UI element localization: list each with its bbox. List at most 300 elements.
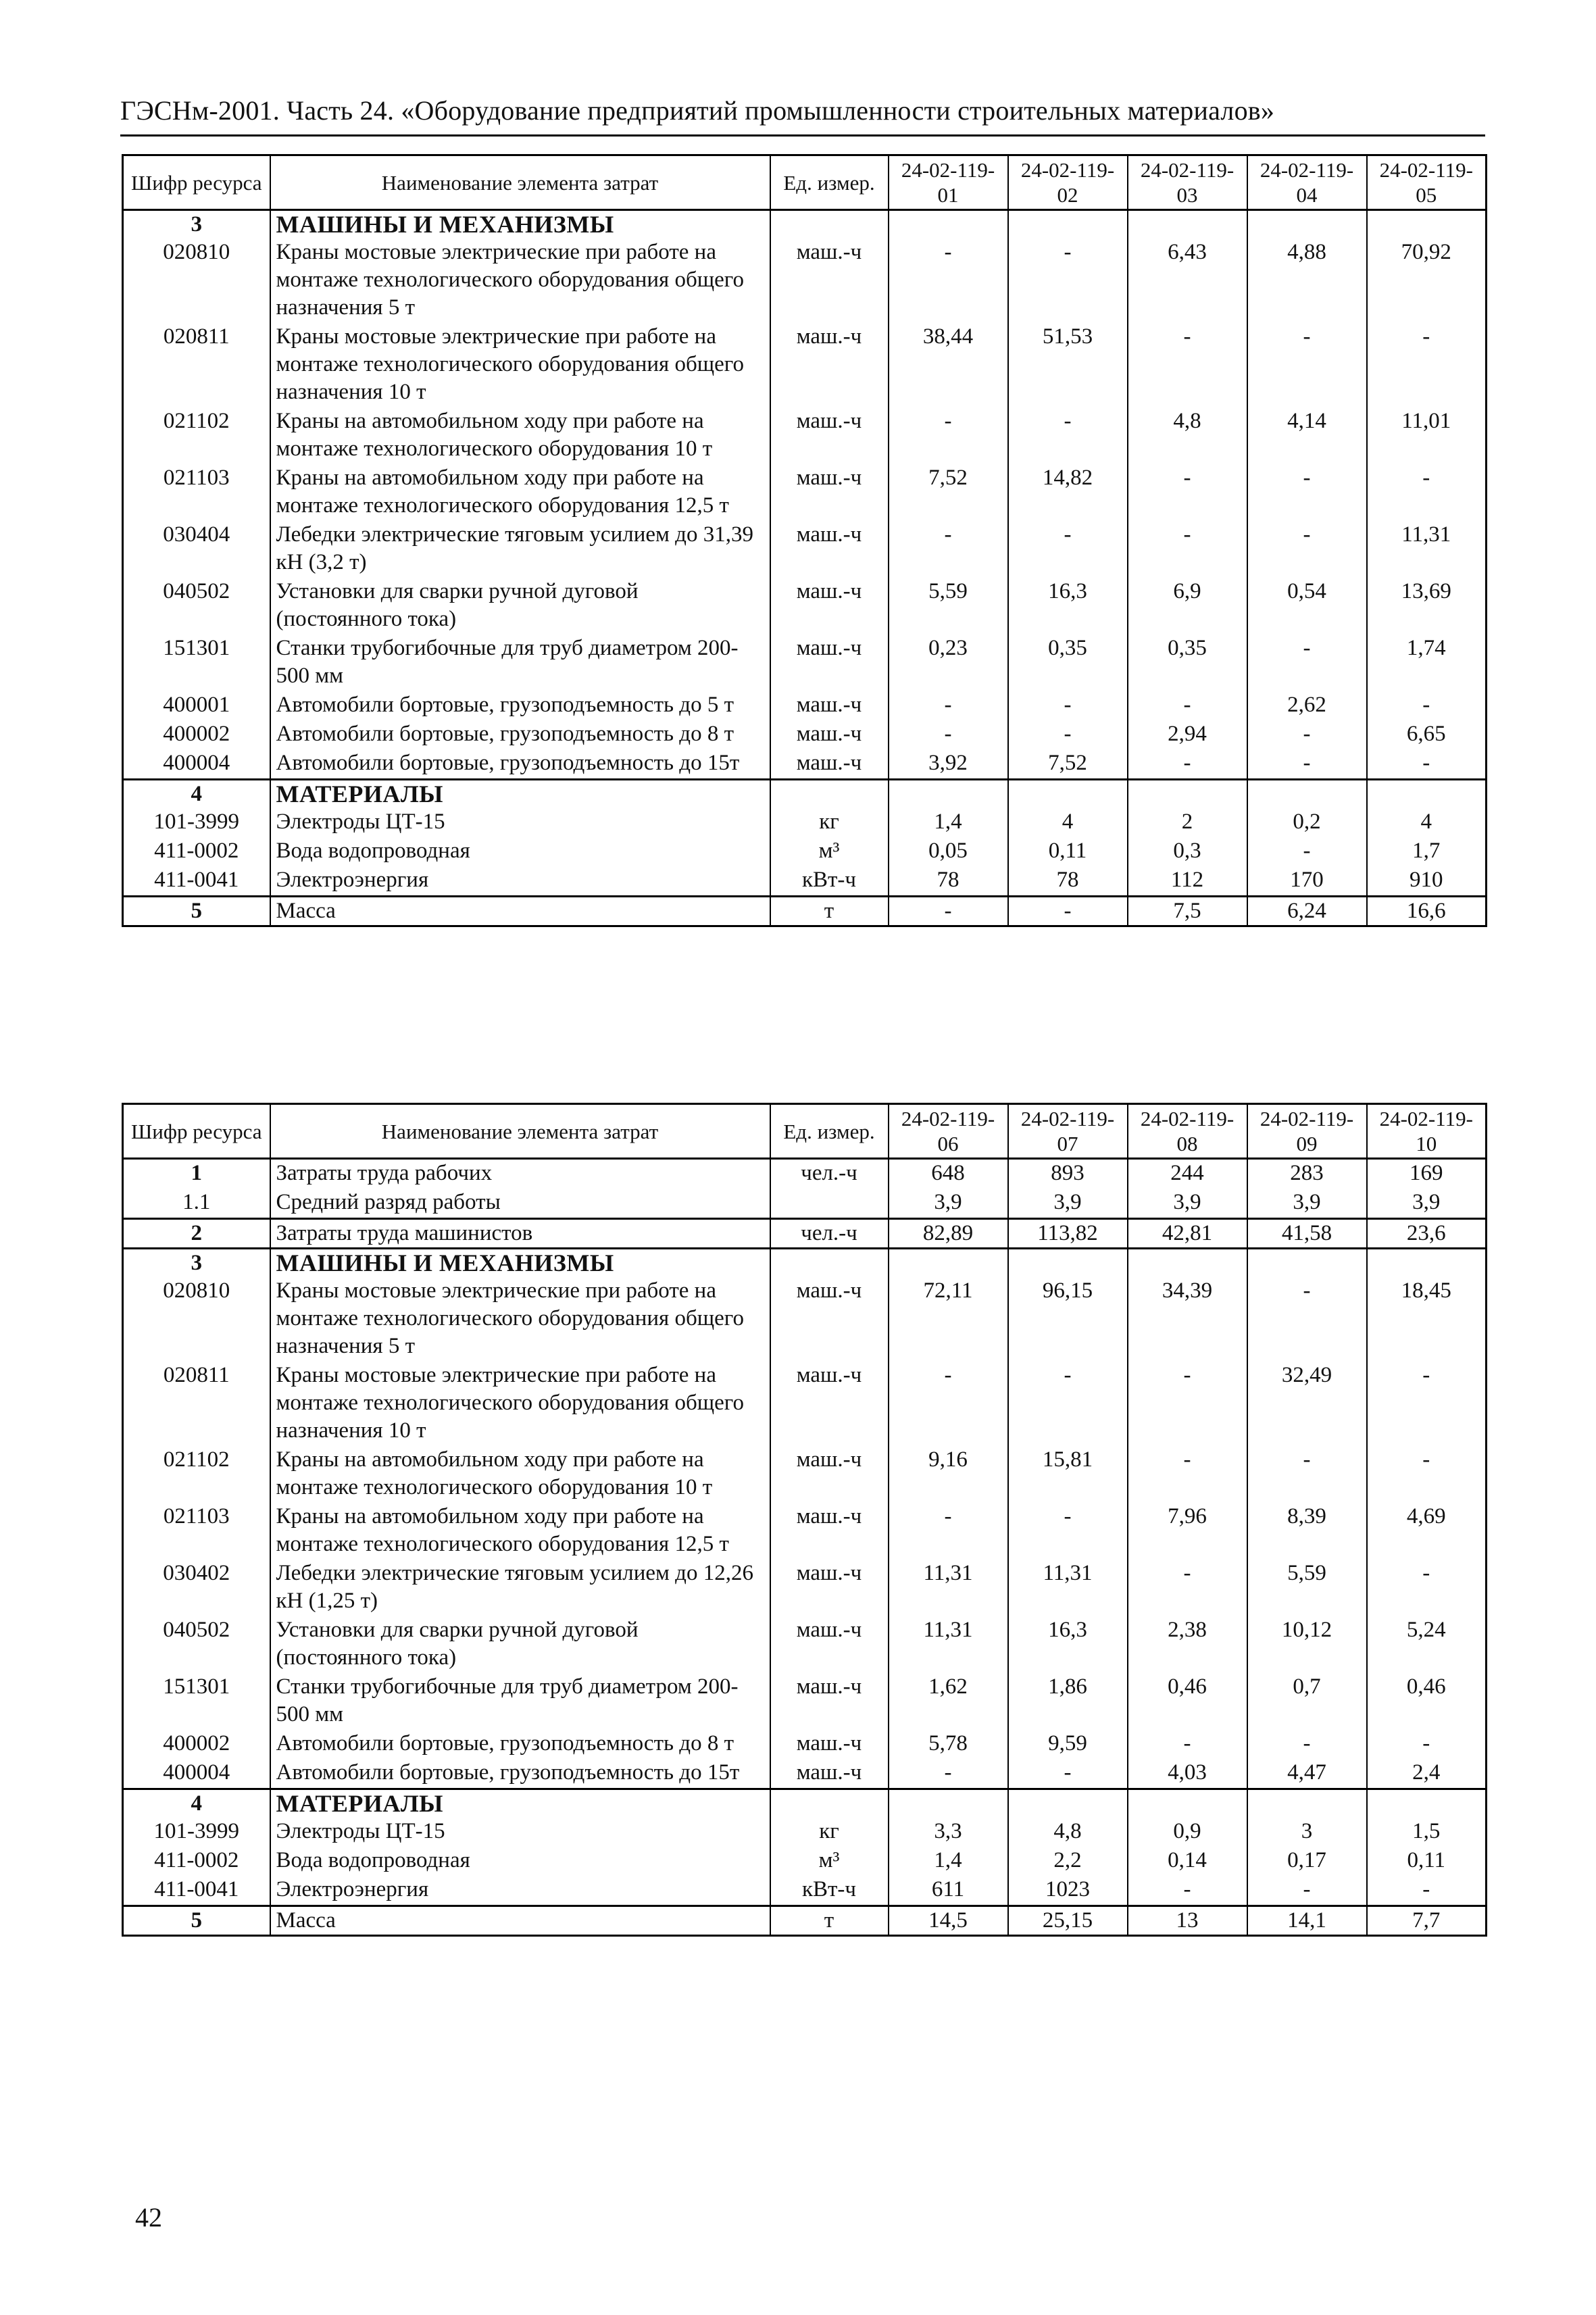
resource-code: 2: [123, 1219, 270, 1249]
resource-value: 3,9: [1008, 1189, 1128, 1219]
resource-code: 151301: [123, 634, 270, 691]
col-header-name: Наименование элемента затрат: [270, 1104, 770, 1159]
resource-row: [123, 464, 1487, 521]
resource-value: 51,53: [1008, 323, 1128, 407]
resource-name: Автомобили бортовые, грузоподъемность до 8 т: [270, 1730, 770, 1759]
resource-unit: маш.-ч: [770, 1277, 889, 1362]
col-header-norm: 24-02-119-02: [1008, 155, 1128, 210]
empty-cell: [1367, 210, 1487, 239]
resource-row: [123, 1847, 1487, 1876]
col-header-norm: 24-02-119-08: [1128, 1104, 1247, 1159]
resource-unit: маш.-ч: [770, 578, 889, 634]
resource-unit: маш.-ч: [770, 634, 889, 691]
resource-value: 7,5: [1128, 897, 1247, 926]
empty-cell: [1247, 780, 1367, 809]
resource-name: Затраты труда рабочих: [270, 1159, 770, 1189]
page-number: 42: [135, 2202, 162, 2233]
resource-name: Краны мостовые электрические при работе на монтаже технологического оборудования общего назначения 5 т: [270, 239, 770, 323]
resource-value: 0,17: [1247, 1847, 1367, 1876]
resource-value: 11,31: [1008, 1560, 1128, 1616]
resource-value: -: [1008, 407, 1128, 464]
resource-row: [123, 407, 1487, 464]
resource-value: -: [889, 407, 1008, 464]
section-row: [123, 210, 1487, 239]
resource-value: 6,9: [1128, 578, 1247, 634]
col-header-norm: 24-02-119-04: [1247, 155, 1367, 210]
resource-value: 13: [1128, 1906, 1247, 1936]
resource-row: [123, 749, 1487, 780]
table-body: [123, 1159, 1487, 1936]
resource-row: [123, 634, 1487, 691]
resource-row: [123, 1730, 1487, 1759]
resource-value: 23,6: [1367, 1219, 1487, 1249]
section-row: [123, 1249, 1487, 1278]
empty-cell: [889, 210, 1008, 239]
resource-value: 611: [889, 1876, 1008, 1906]
resource-value: 2,62: [1247, 691, 1367, 720]
resource-row: [123, 837, 1487, 866]
resource-value: 0,7: [1247, 1673, 1367, 1730]
resource-value: 3: [1247, 1818, 1367, 1847]
resource-code: 1: [123, 1159, 270, 1189]
resource-value: -: [1367, 464, 1487, 521]
resource-value: 82,89: [889, 1219, 1008, 1249]
resource-row: [123, 720, 1487, 749]
section-title: МАШИНЫ И МЕХАНИЗМЫ: [270, 210, 770, 239]
resource-name: Краны мостовые электрические при работе на монтаже технологического оборудования общего назначения 5 т: [270, 1277, 770, 1362]
empty-cell: [1128, 210, 1247, 239]
resource-value: 112: [1128, 866, 1247, 897]
resource-value: 42,81: [1128, 1219, 1247, 1249]
resource-unit: кг: [770, 808, 889, 837]
resource-code: 030404: [123, 521, 270, 578]
resource-name: Лебедки электрические тяговым усилием до 31,39 кН (3,2 т): [270, 521, 770, 578]
resource-code: 021103: [123, 1503, 270, 1560]
resource-value: 14,5: [889, 1906, 1008, 1936]
resource-value: -: [1367, 1560, 1487, 1616]
resource-value: 1,74: [1367, 634, 1487, 691]
resource-value: -: [889, 1362, 1008, 1446]
resource-name: Автомобили бортовые, грузоподъемность до 5 т: [270, 691, 770, 720]
resource-table-2: [122, 1103, 1487, 1937]
empty-cell: [1367, 780, 1487, 809]
empty-cell: [1247, 1249, 1367, 1278]
resource-unit: маш.-ч: [770, 1730, 889, 1759]
empty-cell: [1367, 1789, 1487, 1818]
resource-unit: маш.-ч: [770, 720, 889, 749]
resource-code: 400001: [123, 691, 270, 720]
resource-value: -: [1008, 720, 1128, 749]
resource-value: -: [1247, 464, 1367, 521]
empty-cell: [889, 1789, 1008, 1818]
resource-unit: маш.-ч: [770, 1673, 889, 1730]
resource-value: 170: [1247, 866, 1367, 897]
empty-cell: [1008, 780, 1128, 809]
resource-value: 2,4: [1367, 1759, 1487, 1789]
resource-row: [123, 239, 1487, 323]
resource-name: Вода водопроводная: [270, 837, 770, 866]
resource-code: 040502: [123, 578, 270, 634]
resource-value: 96,15: [1008, 1277, 1128, 1362]
resource-code: 400002: [123, 1730, 270, 1759]
col-header-name: Наименование элемента затрат: [270, 155, 770, 210]
empty-cell: [770, 780, 889, 809]
table-header-row: [123, 1104, 1487, 1159]
resource-code: 021102: [123, 407, 270, 464]
resource-value: -: [1128, 691, 1247, 720]
resource-value: 8,39: [1247, 1503, 1367, 1560]
resource-row: [123, 1560, 1487, 1616]
resource-value: 1,4: [889, 808, 1008, 837]
resource-value: 7,52: [889, 464, 1008, 521]
resource-unit: маш.-ч: [770, 521, 889, 578]
empty-cell: [1008, 1249, 1128, 1278]
resource-row: [123, 1759, 1487, 1789]
resource-value: 169: [1367, 1159, 1487, 1189]
resource-value: 7,7: [1367, 1906, 1487, 1936]
resource-name: Автомобили бортовые, грузоподъемность до 15т: [270, 749, 770, 780]
resource-value: -: [1128, 521, 1247, 578]
resource-code: 020810: [123, 1277, 270, 1362]
resource-value: -: [1128, 1362, 1247, 1446]
resource-value: 18,45: [1367, 1277, 1487, 1362]
resource-unit: маш.-ч: [770, 749, 889, 780]
resource-value: -: [889, 1503, 1008, 1560]
resource-code: 5: [123, 1906, 270, 1936]
resource-value: 10,12: [1247, 1616, 1367, 1673]
mass-row: [123, 1906, 1487, 1936]
resource-value: -: [1367, 749, 1487, 780]
resource-row: [123, 323, 1487, 407]
resource-value: 4,69: [1367, 1503, 1487, 1560]
resource-unit: кВт-ч: [770, 866, 889, 897]
resource-value: 7,52: [1008, 749, 1128, 780]
resource-code: 400004: [123, 1759, 270, 1789]
table-body: [123, 210, 1487, 926]
section-number: 3: [123, 210, 270, 239]
resource-value: -: [1128, 1446, 1247, 1503]
resource-value: 4,03: [1128, 1759, 1247, 1789]
empty-cell: [770, 210, 889, 239]
col-header-norm: 24-02-119-06: [889, 1104, 1008, 1159]
resource-code: 101-3999: [123, 1818, 270, 1847]
resource-value: 0,3: [1128, 837, 1247, 866]
section-number: 4: [123, 1789, 270, 1818]
resource-value: 4,8: [1008, 1818, 1128, 1847]
resource-row: [123, 1818, 1487, 1847]
resource-code: 040502: [123, 1616, 270, 1673]
resource-name: Средний разряд работы: [270, 1189, 770, 1219]
resource-value: -: [1008, 521, 1128, 578]
resource-name: Вода водопроводная: [270, 1847, 770, 1876]
resource-value: -: [889, 239, 1008, 323]
resource-unit: чел.-ч: [770, 1159, 889, 1189]
resource-value: -: [1367, 323, 1487, 407]
resource-value: 4: [1008, 808, 1128, 837]
resource-value: -: [1008, 691, 1128, 720]
resource-value: 0,35: [1128, 634, 1247, 691]
col-header-unit: Ед. измер.: [770, 1104, 889, 1159]
resource-value: 0,14: [1128, 1847, 1247, 1876]
resource-value: -: [1247, 1277, 1367, 1362]
col-header-code: Шифр ресурса: [123, 155, 270, 210]
resource-row: [123, 1362, 1487, 1446]
resource-value: -: [1247, 720, 1367, 749]
resource-unit: кВт-ч: [770, 1876, 889, 1906]
resource-code: 020811: [123, 323, 270, 407]
resource-row: [123, 866, 1487, 897]
resource-value: 5,24: [1367, 1616, 1487, 1673]
empty-cell: [1367, 1249, 1487, 1278]
col-header-norm: 24-02-119-09: [1247, 1104, 1367, 1159]
resource-code: 411-0002: [123, 1847, 270, 1876]
col-header-norm: 24-02-119-07: [1008, 1104, 1128, 1159]
resource-name: Масса: [270, 897, 770, 926]
resource-value: 6,24: [1247, 897, 1367, 926]
resource-code: 5: [123, 897, 270, 926]
empty-cell: [889, 1249, 1008, 1278]
resource-value: 4,14: [1247, 407, 1367, 464]
resource-value: 41,58: [1247, 1219, 1367, 1249]
resource-value: -: [1367, 1362, 1487, 1446]
resource-value: 13,69: [1367, 578, 1487, 634]
empty-cell: [1128, 1789, 1247, 1818]
resource-value: 3,92: [889, 749, 1008, 780]
section-number: 4: [123, 780, 270, 809]
resource-value: -: [1367, 691, 1487, 720]
resource-value: 244: [1128, 1159, 1247, 1189]
resource-unit: маш.-ч: [770, 1759, 889, 1789]
resource-value: -: [1128, 464, 1247, 521]
resource-name: Установки для сварки ручной дуговой (постоянного тока): [270, 578, 770, 634]
resource-value: -: [1247, 323, 1367, 407]
resource-unit: маш.-ч: [770, 323, 889, 407]
col-header-norm: 24-02-119-10: [1367, 1104, 1487, 1159]
resource-value: -: [1247, 1730, 1367, 1759]
resource-value: 0,05: [889, 837, 1008, 866]
resource-code: 151301: [123, 1673, 270, 1730]
section-number: 3: [123, 1249, 270, 1278]
resource-value: 11,31: [1367, 521, 1487, 578]
resource-name: Масса: [270, 1906, 770, 1936]
resource-value: 1,4: [889, 1847, 1008, 1876]
resource-value: -: [1367, 1876, 1487, 1906]
resource-value: 3,9: [1367, 1189, 1487, 1219]
section-row: [123, 1789, 1487, 1818]
resource-name: Станки трубогибочные для труб диаметром 200-500 мм: [270, 634, 770, 691]
resource-code: 021103: [123, 464, 270, 521]
resource-value: 3,3: [889, 1818, 1008, 1847]
resource-name: Установки для сварки ручной дуговой (постоянного тока): [270, 1616, 770, 1673]
resource-unit: маш.-ч: [770, 1503, 889, 1560]
resource-name: Краны мостовые электрические при работе на монтаже технологического оборудования общего назначения 10 т: [270, 323, 770, 407]
empty-cell: [1128, 780, 1247, 809]
resource-code: 411-0041: [123, 866, 270, 897]
resource-name: Электроэнергия: [270, 866, 770, 897]
resource-code: 400004: [123, 749, 270, 780]
resource-name: Краны на автомобильном ходу при работе на монтаже технологического оборудования 12,5 т: [270, 464, 770, 521]
resource-value: -: [1008, 1362, 1128, 1446]
resource-row: [123, 1277, 1487, 1362]
resource-value: -: [1128, 749, 1247, 780]
resource-value: 5,59: [889, 578, 1008, 634]
resource-row: [123, 521, 1487, 578]
resource-value: 0,54: [1247, 578, 1367, 634]
resource-value: -: [1128, 1876, 1247, 1906]
resource-value: 78: [889, 866, 1008, 897]
resource-value: -: [1128, 323, 1247, 407]
resource-value: 0,9: [1128, 1818, 1247, 1847]
resource-value: -: [1247, 634, 1367, 691]
table-header-row: [123, 155, 1487, 210]
resource-unit: [770, 1189, 889, 1219]
resource-value: 16,6: [1367, 897, 1487, 926]
resource-code: 400002: [123, 720, 270, 749]
resource-name: Краны на автомобильном ходу при работе на монтаже технологического оборудования 10 т: [270, 1446, 770, 1503]
resource-value: 2,2: [1008, 1847, 1128, 1876]
section-title: МАТЕРИАЛЫ: [270, 1789, 770, 1818]
resource-value: 16,3: [1008, 578, 1128, 634]
resource-value: 0,46: [1367, 1673, 1487, 1730]
resource-value: 3,9: [1128, 1189, 1247, 1219]
col-header-unit: Ед. измер.: [770, 155, 889, 210]
col-header-norm: 24-02-119-01: [889, 155, 1008, 210]
resource-value: 11,01: [1367, 407, 1487, 464]
resource-value: 6,65: [1367, 720, 1487, 749]
resource-name: Лебедки электрические тяговым усилием до 12,26 кН (1,25 т): [270, 1560, 770, 1616]
resource-row: [123, 1446, 1487, 1503]
resource-value: 11,31: [889, 1560, 1008, 1616]
resource-value: 11,31: [889, 1616, 1008, 1673]
resource-code: 030402: [123, 1560, 270, 1616]
resource-value: 14,1: [1247, 1906, 1367, 1936]
resource-value: 4,47: [1247, 1759, 1367, 1789]
resource-value: 14,82: [1008, 464, 1128, 521]
resource-value: 25,15: [1008, 1906, 1128, 1936]
resource-value: 32,49: [1247, 1362, 1367, 1446]
resource-name: Электроды ЦТ-15: [270, 808, 770, 837]
resource-value: 9,16: [889, 1446, 1008, 1503]
resource-value: 1023: [1008, 1876, 1128, 1906]
resource-name: Краны мостовые электрические при работе на монтаже технологического оборудования общего назначения 10 т: [270, 1362, 770, 1446]
resource-row: [123, 1503, 1487, 1560]
resource-value: 648: [889, 1159, 1008, 1189]
resource-value: 1,5: [1367, 1818, 1487, 1847]
empty-cell: [1247, 1789, 1367, 1818]
resource-value: -: [1247, 521, 1367, 578]
resource-code: 020811: [123, 1362, 270, 1446]
resource-code: 1.1: [123, 1189, 270, 1219]
col-header-norm: 24-02-119-05: [1367, 155, 1487, 210]
resource-value: 1,7: [1367, 837, 1487, 866]
section-title: МАШИНЫ И МЕХАНИЗМЫ: [270, 1249, 770, 1278]
resource-row: [123, 808, 1487, 837]
resource-code: 021102: [123, 1446, 270, 1503]
resource-row: [123, 691, 1487, 720]
resource-name: Электроды ЦТ-15: [270, 1818, 770, 1847]
resource-value: -: [889, 720, 1008, 749]
resource-row: [123, 1616, 1487, 1673]
resource-value: 5,59: [1247, 1560, 1367, 1616]
resource-value: 70,92: [1367, 239, 1487, 323]
resource-unit: маш.-ч: [770, 464, 889, 521]
resource-value: 0,46: [1128, 1673, 1247, 1730]
empty-cell: [1247, 210, 1367, 239]
resource-unit: маш.-ч: [770, 691, 889, 720]
resource-value: 3,9: [889, 1189, 1008, 1219]
resource-unit: м³: [770, 837, 889, 866]
resource-value: -: [889, 897, 1008, 926]
resource-row: [123, 1673, 1487, 1730]
resource-value: 0,2: [1247, 808, 1367, 837]
resource-value: -: [1008, 1759, 1128, 1789]
resource-name: Автомобили бортовые, грузоподъемность до 15т: [270, 1759, 770, 1789]
resource-code: 101-3999: [123, 808, 270, 837]
resource-value: 78: [1008, 866, 1128, 897]
resource-value: 1,62: [889, 1673, 1008, 1730]
resource-value: 5,78: [889, 1730, 1008, 1759]
resource-value: -: [889, 1759, 1008, 1789]
resource-value: -: [1367, 1446, 1487, 1503]
resource-unit: м³: [770, 1847, 889, 1876]
resource-value: -: [1247, 837, 1367, 866]
empty-cell: [1128, 1249, 1247, 1278]
section-title: МАТЕРИАЛЫ: [270, 780, 770, 809]
resource-name: Краны на автомобильном ходу при работе на монтаже технологического оборудования 10 т: [270, 407, 770, 464]
resource-value: 2,38: [1128, 1616, 1247, 1673]
resource-unit: т: [770, 897, 889, 926]
resource-value: 0,23: [889, 634, 1008, 691]
header-rule: [120, 134, 1485, 136]
resource-value: -: [1008, 897, 1128, 926]
resource-row: [123, 1189, 1487, 1219]
empty-cell: [770, 1789, 889, 1818]
mass-row: [123, 897, 1487, 926]
resource-name: Автомобили бортовые, грузоподъемность до 8 т: [270, 720, 770, 749]
resource-unit: маш.-ч: [770, 1560, 889, 1616]
resource-value: -: [1247, 1446, 1367, 1503]
col-header-norm: 24-02-119-03: [1128, 155, 1247, 210]
resource-value: 38,44: [889, 323, 1008, 407]
resource-value: 893: [1008, 1159, 1128, 1189]
resource-unit: маш.-ч: [770, 1616, 889, 1673]
resource-value: 72,11: [889, 1277, 1008, 1362]
resource-unit: маш.-ч: [770, 239, 889, 323]
resource-code: 411-0041: [123, 1876, 270, 1906]
resource-row: [123, 1159, 1487, 1189]
resource-value: -: [1128, 1560, 1247, 1616]
empty-cell: [1008, 210, 1128, 239]
resource-name: Краны на автомобильном ходу при работе на монтаже технологического оборудования 12,5 т: [270, 1503, 770, 1560]
resource-value: 1,86: [1008, 1673, 1128, 1730]
resource-code: 020810: [123, 239, 270, 323]
resource-value: 2,94: [1128, 720, 1247, 749]
resource-row: [123, 578, 1487, 634]
resource-value: -: [889, 691, 1008, 720]
resource-table-1: [122, 154, 1487, 927]
resource-name: Станки трубогибочные для труб диаметром 200-500 мм: [270, 1673, 770, 1730]
resource-value: 15,81: [1008, 1446, 1128, 1503]
empty-cell: [1008, 1789, 1128, 1818]
resource-name: Электроэнергия: [270, 1876, 770, 1906]
resource-value: -: [1247, 749, 1367, 780]
resource-code: 411-0002: [123, 837, 270, 866]
resource-name: Затраты труда машинистов: [270, 1219, 770, 1249]
resource-unit: кг: [770, 1818, 889, 1847]
empty-cell: [770, 1249, 889, 1278]
resource-value: 113,82: [1008, 1219, 1128, 1249]
resource-value: 0,35: [1008, 634, 1128, 691]
